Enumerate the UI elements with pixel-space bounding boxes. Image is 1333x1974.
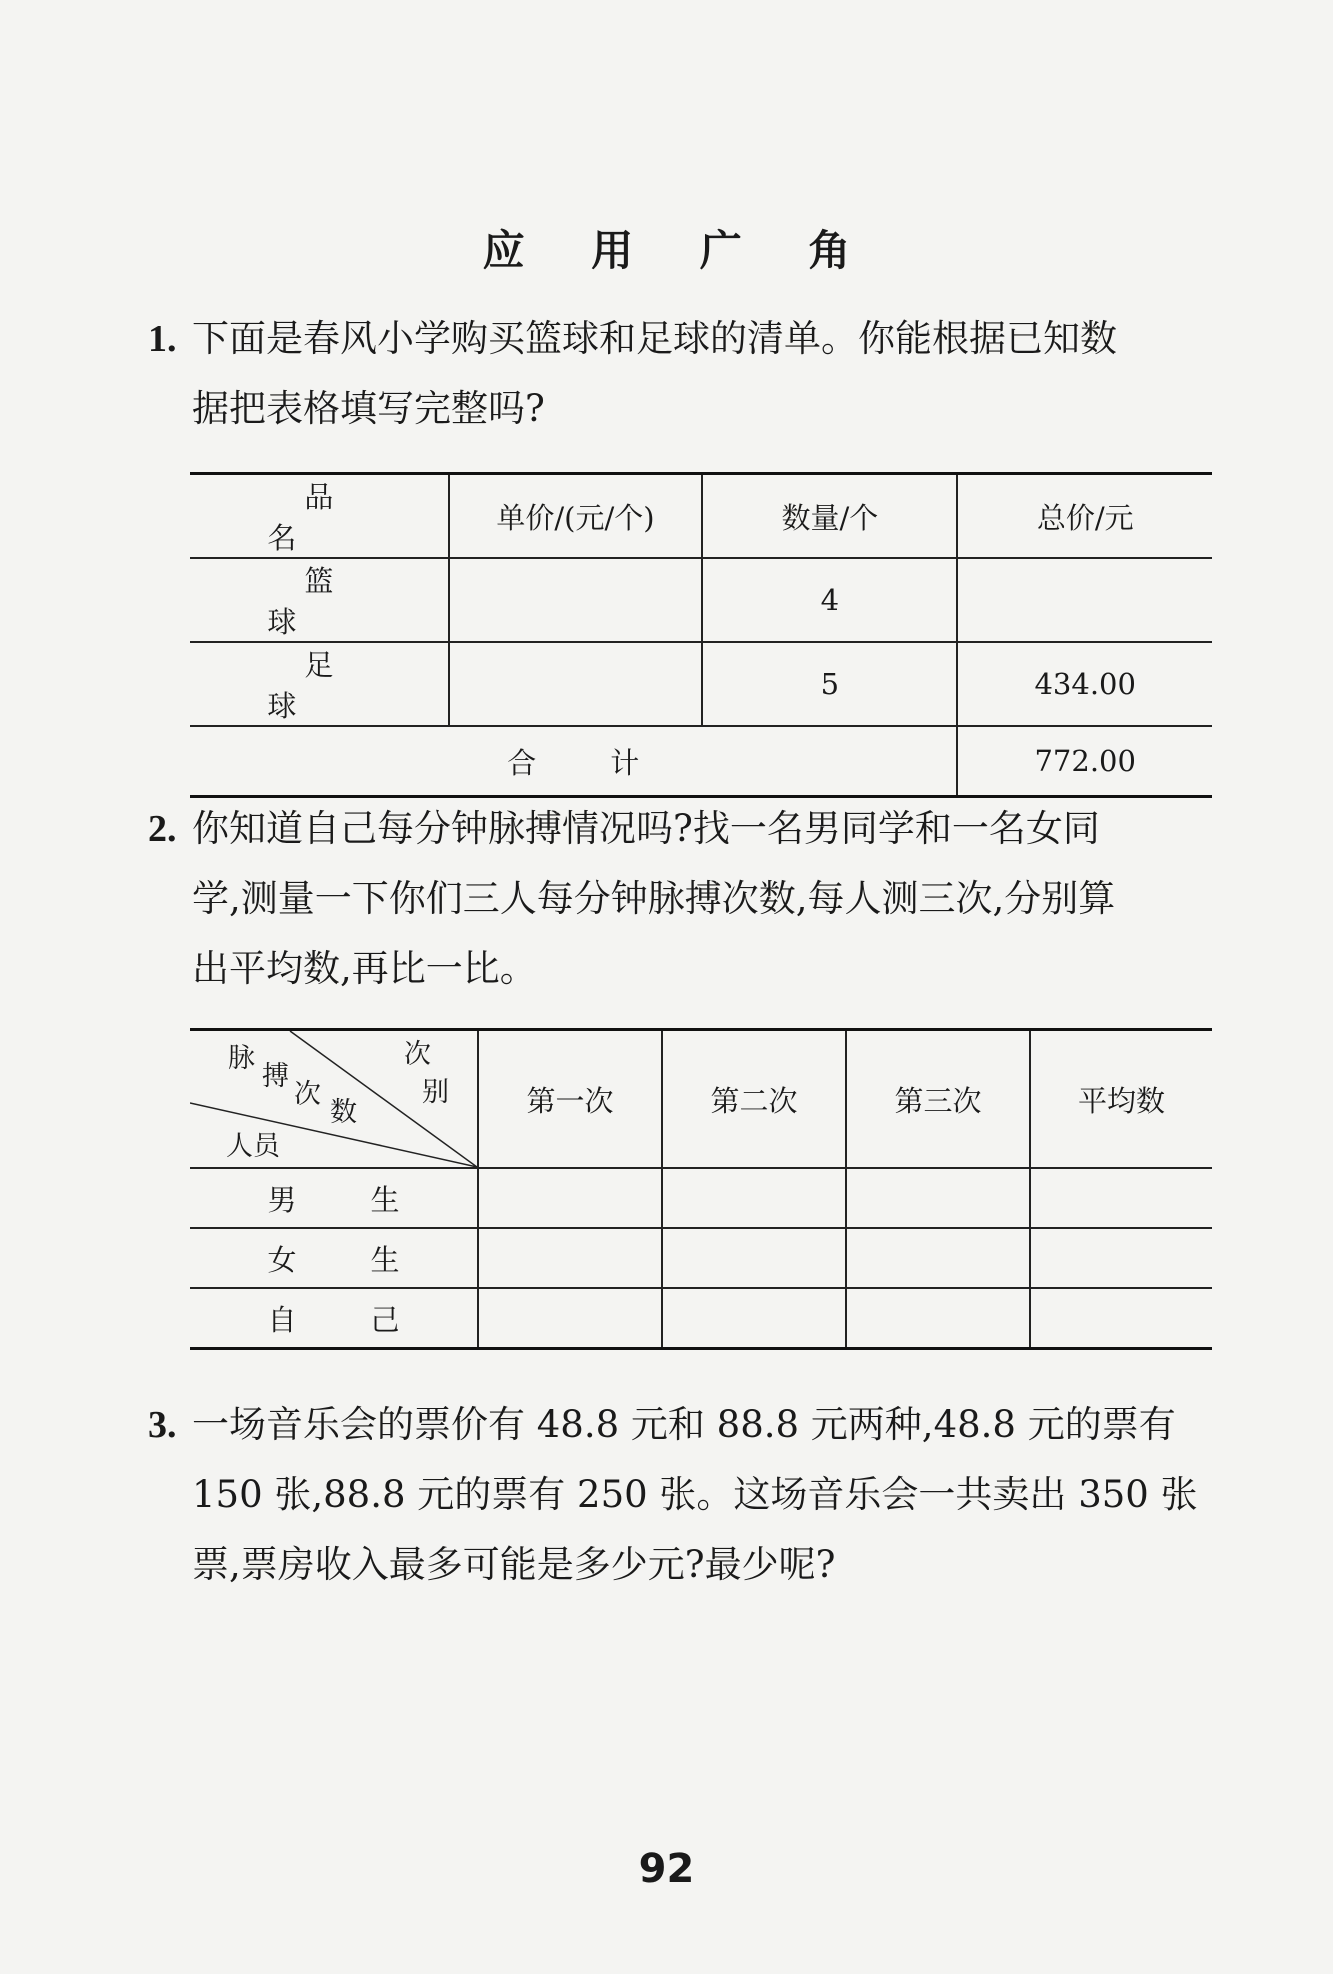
problem-text-line: 据把表格填写完整吗?: [192, 387, 545, 430]
blank-cell[interactable]: [478, 1168, 662, 1228]
sum-label-cell: 合计: [190, 726, 957, 797]
blank-cell[interactable]: [478, 1228, 662, 1288]
corner-label-bie: 别: [422, 1077, 449, 1108]
blank-cell[interactable]: [1030, 1288, 1212, 1349]
problem-text-line: 一场音乐会的票价有 48.8 元和 88.8 元两种,48.8 元的票有: [192, 1403, 1176, 1446]
blank-cell[interactable]: [1030, 1228, 1212, 1288]
blank-cell[interactable]: [662, 1168, 846, 1228]
table-header-row: [190, 474, 1212, 559]
problem-text-line: 出平均数,再比一比。: [192, 947, 537, 990]
pulse-table: [190, 1028, 1212, 1350]
corner-label-bo: 搏: [262, 1061, 289, 1092]
header-cell: 总价/元: [957, 474, 1212, 559]
blank-cell[interactable]: [662, 1288, 846, 1349]
person-cell: 女生: [190, 1228, 478, 1288]
corner-label-mai: 脉: [228, 1043, 255, 1074]
page-title: 应 用 广 角: [482, 226, 877, 275]
qty-cell: 5: [702, 642, 957, 726]
header-cell: 数量/个: [702, 474, 957, 559]
corner-label-shu: 数: [330, 1097, 357, 1128]
blank-cell[interactable]: [846, 1228, 1030, 1288]
problem-text-line: 150 张,88.8 元的票有 250 张。这场音乐会一共卖出 350 张: [192, 1473, 1198, 1516]
price-blank-cell[interactable]: [449, 558, 702, 642]
header-cell: 平均数: [1030, 1030, 1212, 1169]
person-cell: 自己: [190, 1288, 478, 1349]
page-number: 92: [638, 1846, 695, 1892]
problem-text-line: 票,票房收入最多可能是多少元?最少呢?: [192, 1543, 836, 1586]
blank-cell[interactable]: [662, 1228, 846, 1288]
header-cell: 第二次: [662, 1030, 846, 1169]
problem-text-line: 你知道自己每分钟脉搏情况吗?找一名男同学和一名女同: [192, 807, 1100, 850]
blank-cell[interactable]: [846, 1288, 1030, 1349]
table-row: [190, 558, 1212, 642]
header-cell: 第三次: [846, 1030, 1030, 1169]
diagonal-header-cell: [190, 1030, 478, 1169]
qty-cell: 4: [702, 558, 957, 642]
table-row: [190, 642, 1212, 726]
header-cell: 第一次: [478, 1030, 662, 1169]
problem-1: [148, 304, 1228, 444]
table-header-row: [190, 1030, 1212, 1169]
blank-cell[interactable]: [1030, 1168, 1212, 1228]
table-row: [190, 1228, 1212, 1288]
sum-total-cell: 772.00: [957, 726, 1212, 797]
item-name-cell: 足球: [190, 642, 449, 726]
corner-label-ci: 次: [404, 1039, 431, 1070]
corner-label-ci2: 次: [294, 1079, 321, 1110]
problem-3: [148, 1390, 1228, 1600]
problem-number: 3.: [148, 1404, 177, 1446]
problem-number: 2.: [148, 808, 177, 850]
header-cell: 单价/(元/个): [449, 474, 702, 559]
problem-text-line: 学,测量一下你们三人每分钟脉搏次数,每人测三次,分别算: [192, 877, 1116, 920]
blank-cell[interactable]: [478, 1288, 662, 1349]
total-blank-cell[interactable]: [957, 558, 1212, 642]
item-name-cell: 篮球: [190, 558, 449, 642]
table-row: [190, 1168, 1212, 1228]
total-cell: 434.00: [957, 642, 1212, 726]
corner-label-renyuan: 人员: [226, 1131, 280, 1162]
purchase-table: [190, 472, 1212, 798]
price-blank-cell[interactable]: [449, 642, 702, 726]
blank-cell[interactable]: [846, 1168, 1030, 1228]
problem-number: 1.: [148, 318, 177, 360]
header-cell: 品名: [267, 480, 408, 555]
sum-row: [190, 726, 1212, 797]
table-row: [190, 1288, 1212, 1349]
problem-text-line: 下面是春风小学购买篮球和足球的清单。你能根据已知数: [192, 317, 1117, 360]
person-cell: 男生: [190, 1168, 478, 1228]
problem-2: [148, 794, 1228, 1004]
